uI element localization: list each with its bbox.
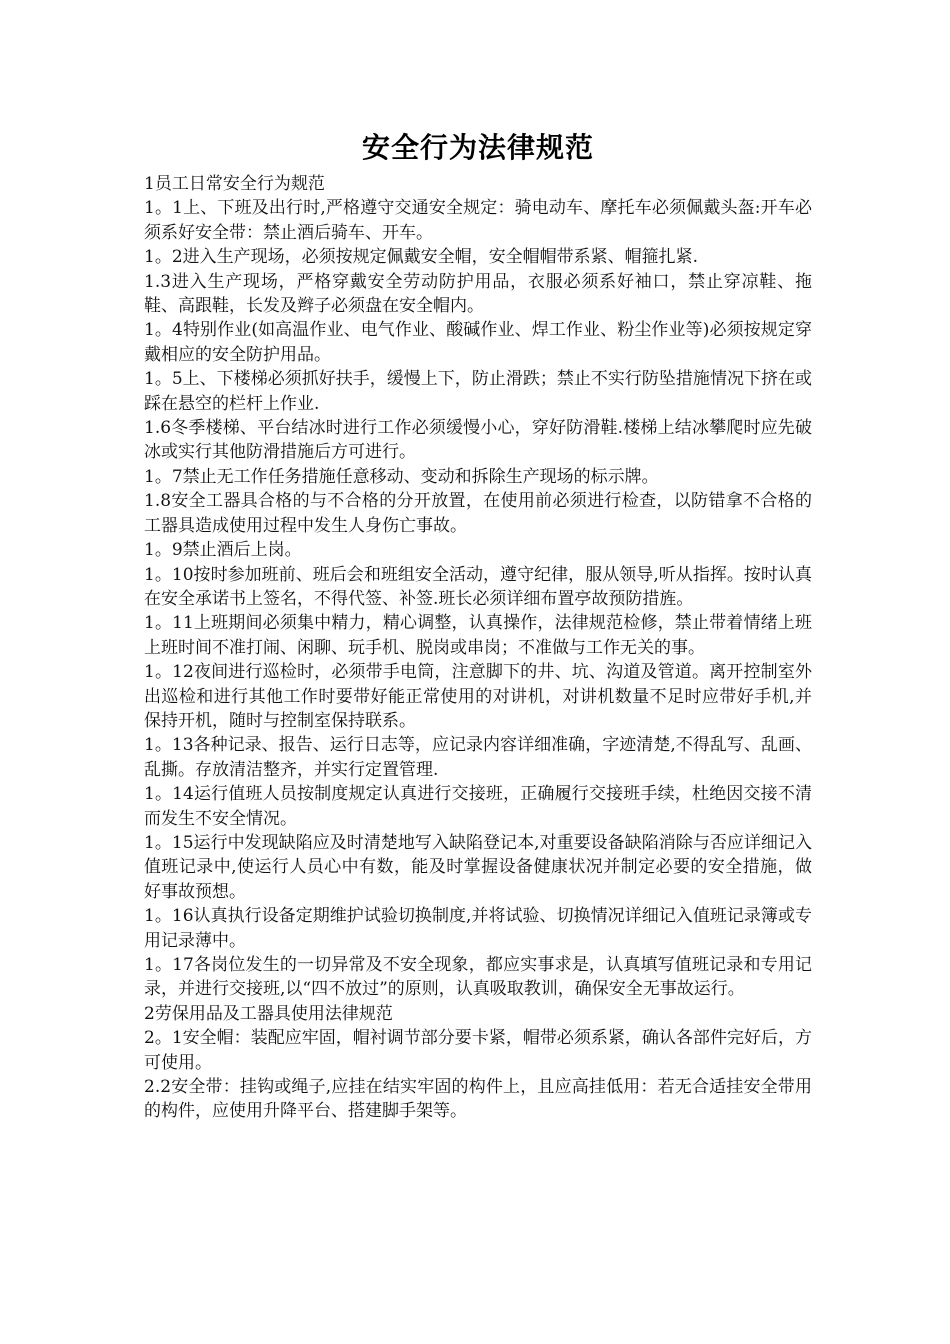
document-title: 安全行为法律规范 xyxy=(361,131,594,164)
paragraph: 2。1安全帽：装配应牢固，帽衬调节部分要卡紧，帽带必须系紧，确认各部件完好后，方可使用。 xyxy=(144,1028,812,1073)
paragraph: 1.8安全工器具合格的与不合格的分开放置，在使用前必须进行检查，以防错拿不合格的工器具造成使用过程中发生人身伤亡事故。 xyxy=(144,491,812,536)
paragraph: 1。16认真执行设备定期维护试验切换制度,并将试验、切换情况详细记入值班记录簿或专用记录薄中。 xyxy=(144,906,812,951)
paragraph: 1。9禁止酒后上岗。 xyxy=(144,540,302,561)
paragraph: 1。10按时参加班前、班后会和班组安全活动，遵守纪律，服从领导,听从指挥。按时认真在安全承诺书上签名，不得代签、补签.班长必须详细布置亭故预防措旌。 xyxy=(144,564,812,609)
paragraph: 1。4特别作业(如高温作业、电气作业、酸碱作业、焊工作业、粉尘作业等)必须按规定穿戴相应的安全防护用品。 xyxy=(144,320,812,365)
section-heading: 2劳保用品及工器具使用法律规范 xyxy=(144,1003,393,1024)
paragraph: 1员工日常安全行为觌范 xyxy=(144,174,325,194)
paragraph: 1。14运行值班人员按制度规定认真进行交接班，正确履行交接班手续，杜绝因交接不清而发生不安全情况。 xyxy=(144,784,812,829)
paragraph: 1。1上、下班及出行时,严格遵守交通安全规定：骑电动车、摩托车必须佩戴头盔:开车必须系好安全带：禁止酒后骑车、开车。 xyxy=(144,198,812,243)
paragraph: 1。2进入生产现场，必须按规定佩戴安全帽，安全帽帽带系紧、帽箍扎紧. xyxy=(144,247,699,268)
paragraph: 1。17各岗位发生的一切异常及不安全现象，都应实事求是，认真填写值班记录和专用记录，并进行交接班,以“四不放过”的原则，认真吸取教训，确保安全无事故运行。 xyxy=(144,955,812,1000)
document-body xyxy=(144,172,812,1124)
document-page xyxy=(144,128,812,1124)
paragraph: 1。12夜间进行巡检时，必须带手电筒，注意脚下的井、坑、沟道及管道。离开控制室外出巡检和进行其他工作时要带好能正常使用的对讲机，对讲机数量不足时应带好手机,并保持开机，随时与控制室保持联系。 xyxy=(144,662,812,731)
paragraph: 1.3进入生产现场，严格穿戴安全劳动防护用品，衣服必须系好袖口，禁止穿凉鞋、拖鞋、高跟鞋，长发及辫子必须盘在安全帽内。 xyxy=(144,271,812,317)
paragraph: 1。7禁止无工作任务措施任意移动、变动和拆除生产现场的标示牌。 xyxy=(144,466,659,487)
paragraph: 1.6冬季楼梯、平台结冰时进行工作必须缓慢小心，穿好防滑鞋.楼梯上结冰攀爬时应先破冰或实行其他防滑措施后方可进行。 xyxy=(144,418,812,463)
paragraph: 1。15运行中发现缺陷应及时清楚地写入缺陷登记本,对重要设备缺陷消除与否应详细记入值班记录中,使运行人员心中有数，能及时掌握设备健康状况并制定必要的安全措施，做好事故预想。 xyxy=(144,832,812,902)
paragraph: 1。5上、下楼梯必须抓好扶手，缓慢上下，防止滑跌；禁止不实行防坠措施情况下挤在或踩在悬空的栏杆上作业. xyxy=(144,369,812,414)
paragraph: 1。11上班期间必须集中精力，精心调整，认真操作，法律规范检修，禁止带着情绪上班上班时间不准打闹、闲聊、玩手机、脱岗或串岗；不准做与工作无关的事。 xyxy=(144,613,812,658)
paragraph: 1。13各种记录、报告、运行日志等，应记录内容详细准确，字迹清楚,不得乱写、乱画、乱撕。存放清洁整齐，并实行定置管理. xyxy=(144,735,812,780)
paragraph: 2.2安全带：挂钩或绳子,应挂在结实牢固的构件上，且应高挂低用：若无合适挂安全带用的构件，应使用升降平台、搭建脚手架等。 xyxy=(144,1077,812,1122)
